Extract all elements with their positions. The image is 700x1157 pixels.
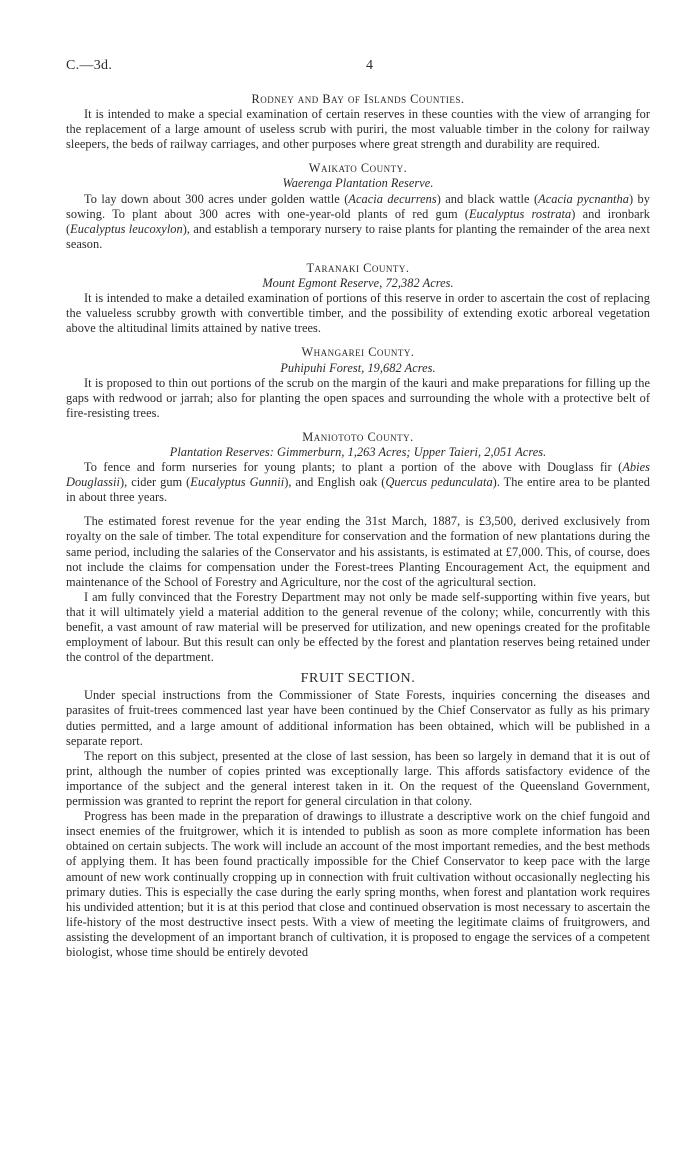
- fruit-paragraph: The report on this subject, presented at the close of last session, has been so largely in demand that it is out of print, although the number of copies printed was exceptionally large. This affords satisfactory evidence of the importance of the subject and the general interest taken in it. On the request of the Queensland Government, permission was granted to reprint the report for general circulation in that colony.: [66, 748, 650, 809]
- county-paragraph: It is intended to make a special examination of certain reserves in these counties with the view of arranging for the replacement of a large amount of useless scrub with puriri, the most valuable timber in the colony for railway sleepers, the beds of railway carriages, and other purposes where great strength and durability are required.: [66, 107, 650, 152]
- document-reference: C.—3d.: [66, 58, 113, 73]
- fruit-paragraph: Progress has been made in the preparation of drawings to illustrate a descriptive work on the chief fungoid and insect enemies of the fruitgrower, which it is intended to publish as soon as more complete information has been obtained on certain subjects. The work will include an account of the most important remedies, and the best methods of applying them. It has been found practically impossible for the Chief Conservator to keep pace with the large amount of new work continually cropping up in connection with fruit cultivation without occasionally neglecting his primary duties. This is especially the case during the early spring months, when forest and plantation work requires his undivided attention; but it is at this period that close and continued observation is most necessary to ascertain the life-history of the most destructive insect pests. With a view of meeting the legitimate claims of fruitgrowers, and assisting the development of an important branch of cultivation, it is proposed to engage the services of a competent biologist, whose time should be entirely devoted: [66, 809, 650, 959]
- county-heading: Waikato County.: [308, 161, 408, 176]
- county-heading: Whangarei County.: [301, 345, 415, 360]
- section-title: FRUIT SECTION.: [300, 671, 416, 687]
- county-heading: Rodney and Bay of Islands Counties.: [251, 92, 465, 106]
- county-heading: Maniototo County.: [302, 429, 414, 444]
- county-paragraph: It is intended to make a detailed examination of portions of this reserve in order to ascertain the cost of replacing the valueless scrubby growth with convertible timber, and the possibility of extending exotic arboreal vegetation above the altitudinal limits attained by native trees.: [66, 291, 650, 336]
- county-paragraph: It is proposed to thin out portions of the scrub on the margin of the kauri and make preparations for filling up the gaps with redwood or jarrah; also for planting the open spaces and surrounding the whole with a protective belt of fire-resisting trees.: [66, 375, 650, 420]
- document-body: [66, 92, 650, 960]
- county-paragraph: To fence and form nurseries for young plants; to plant a portion of the above with Douglass fir (Abies Douglassii), cider gum (Eucalyptus Gunnii), and English oak (Quercus pedunculata). The entire area to be planted in about three years.: [66, 460, 651, 505]
- page-number: 4: [366, 58, 374, 73]
- reserve-subheading: Waerenga Plantation Reserve.: [282, 176, 434, 191]
- fruit-paragraph: Under special instructions from the Commissioner of State Forests, inquiries concerning the diseases and parasites of fruit-trees commenced last year have been continued by the Chief Conservator as fully as his primary duties permitted, and a large amount of additional information has been obtained, which will be published in a separate report.: [66, 688, 650, 748]
- county-paragraph: To lay down about 300 acres under golden wattle (Acacia decurrens) and black wattle (Acacia pycnantha) by sowing. To plant about 300 acres with one-year-old plants of red gum (Eucalyptus rostrata) and ironbark (Eucalyptus leucoxylon), and establish a temporary nursery to raise plants for planting the remainder of the area next season.: [66, 191, 650, 251]
- reserve-subheading: Mount Egmont Reserve, 72,382 Acres.: [262, 276, 454, 291]
- revenue-paragraph: The estimated forest revenue for the year ending the 31st March, 1887, is £3,500, derived exclusively from royalty on the sale of timber. The total expenditure for conservation and the formation of new plantations during the same period, including the salaries of the Conservator and his assistants, is estimated at £7,000. This, of course, does not include the claims for compensation under the Forest-trees Planting Encouragement Act, the equipment and maintenance of the School of Forestry and Agriculture, nor the cost of the agricultural section.: [66, 514, 650, 589]
- reserve-subheading: Plantation Reserves: Gimmerburn, 1,263 Acres; Upper Taieri, 2,051 Acres.: [169, 444, 547, 459]
- reserve-subheading: Puhipuhi Forest, 19,682 Acres.: [280, 360, 436, 375]
- revenue-paragraph: I am fully convinced that the Forestry Department may not only be made self-supporting within five years, but that it will ultimately yield a material addition to the general revenue of the colony; while, concurrently with this benefit, a vast amount of raw material will be preserved for utilization, and new openings created for the profitable employment of labour. But this result can only be effected by the forest and plantation reserves being retained under the control of the department.: [66, 589, 650, 665]
- county-heading: Taranaki County.: [306, 260, 410, 275]
